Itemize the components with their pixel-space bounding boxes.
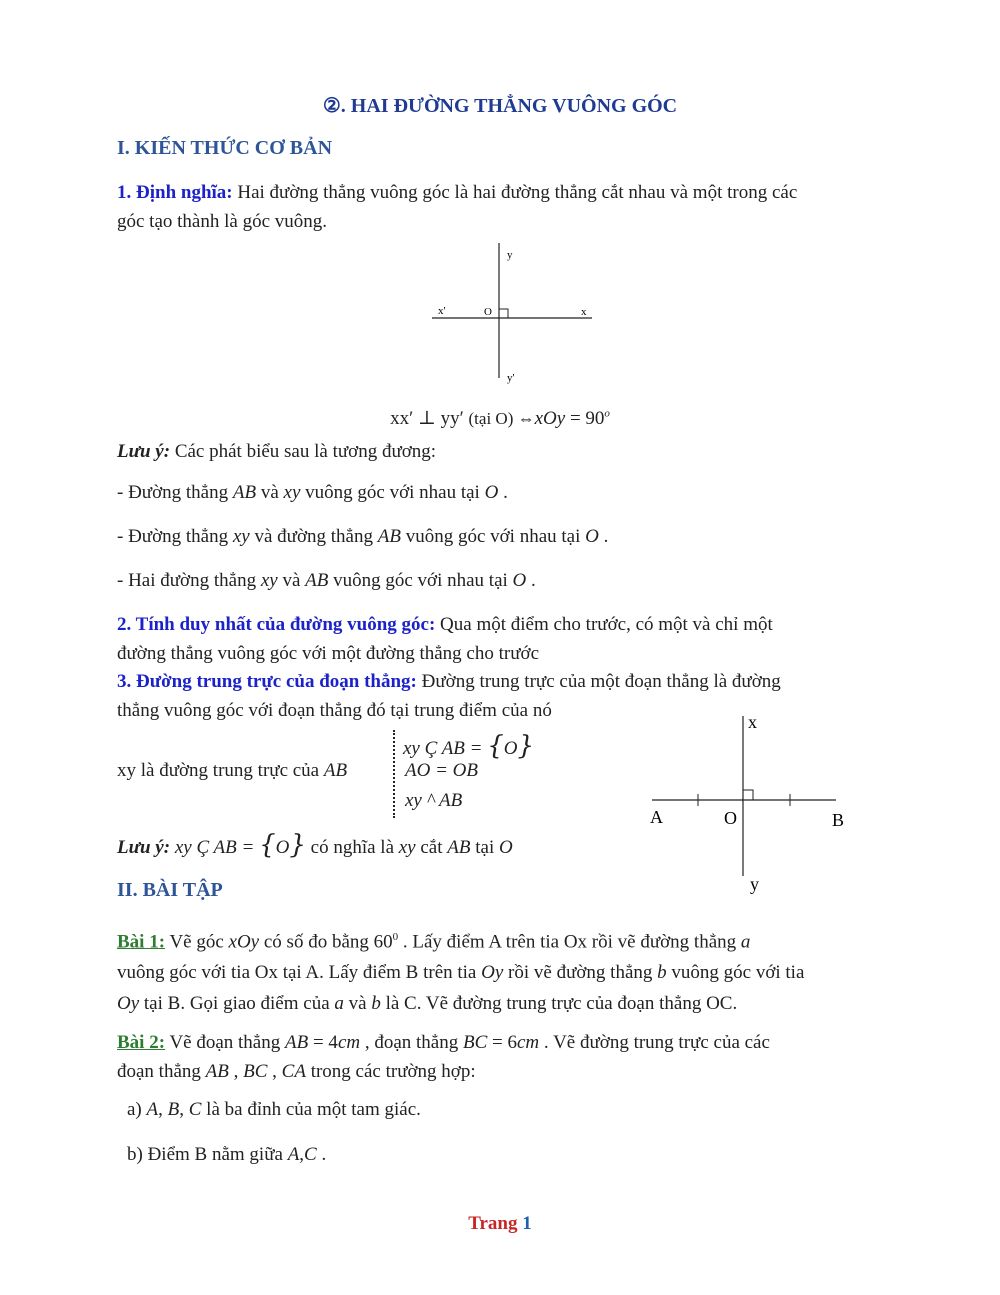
uniqueness-label: 2. Tính duy nhất của đường vuông góc: xyxy=(117,614,436,635)
label-b: B xyxy=(832,810,845,830)
right-angle-mark xyxy=(499,309,508,318)
math: AB xyxy=(305,570,329,591)
text: , xyxy=(158,1099,168,1120)
note2-line xyxy=(117,830,513,860)
exercise-2-case-b xyxy=(127,1144,326,1166)
right-angle-mark xyxy=(743,790,753,800)
text: và xyxy=(343,993,372,1015)
bisector-label: 3. Đường trung trực của đoạn thẳng: xyxy=(117,671,417,692)
formula-angle: xOy xyxy=(534,408,566,429)
text: , xyxy=(228,1061,244,1082)
text: . xyxy=(498,482,508,503)
note1-item-1 xyxy=(117,478,907,507)
math: B xyxy=(167,1099,180,1120)
text: vuông góc với nhau tại xyxy=(400,526,586,547)
text: . xyxy=(598,526,609,547)
system-line-1 xyxy=(403,731,534,761)
math: C xyxy=(188,1099,202,1120)
note2-text-2: cắt xyxy=(415,837,448,858)
exercise-1-label: Bài 1: xyxy=(117,931,166,953)
page-footer xyxy=(0,1213,1000,1235)
text: - Đường thẳng xyxy=(117,526,233,547)
system-o: O xyxy=(503,738,518,759)
math: b xyxy=(371,993,381,1015)
exercise-1 xyxy=(117,922,907,1019)
note2-expr: xy Ç AB = xyxy=(170,837,260,858)
bisector-lead-text: xy là đường trung trực của xyxy=(117,760,324,781)
text: b) Điểm B nằm giữa xyxy=(127,1144,288,1165)
uniqueness-text-1: Qua một điểm cho trước, có một và chỉ một xyxy=(435,614,773,635)
note1-item-2 xyxy=(117,522,907,551)
system-line-3: xy ^ AB xyxy=(405,790,463,811)
text: - Hai đường thẳng xyxy=(117,570,261,591)
system-line-2: AO = OB xyxy=(405,760,478,781)
math: b xyxy=(657,962,667,984)
uniqueness-paragraph xyxy=(117,610,907,668)
section-heading-1: I. KIẾN THỨC CƠ BẢN xyxy=(117,137,333,159)
note2-o2: O xyxy=(499,837,513,858)
note1-label: Lưu ý: xyxy=(117,441,171,462)
text: = 4 xyxy=(308,1032,338,1053)
text: rồi vẽ đường thẳng xyxy=(503,962,658,984)
math: xy xyxy=(232,526,250,547)
text: . Vẽ đường trung trực của các xyxy=(539,1032,770,1053)
text: . xyxy=(526,570,536,591)
text: đoạn thẳng xyxy=(117,1061,206,1082)
math: O xyxy=(585,526,599,547)
math: xOy xyxy=(228,931,260,953)
uniqueness-text-2: đường thẳng vuông góc với một đường thẳng cho trước xyxy=(117,643,539,664)
math: A xyxy=(287,1144,300,1165)
text: và xyxy=(277,570,306,591)
note2-text-1: có nghĩa là xyxy=(305,837,399,858)
formula-degree: o xyxy=(604,407,610,420)
note2-text-3: tại xyxy=(470,837,499,858)
math: AB xyxy=(232,482,257,503)
exercise-2 xyxy=(117,1028,907,1086)
footer-page-number: 1 xyxy=(522,1213,532,1234)
math: xy xyxy=(260,570,278,591)
text: trong các trường hợp: xyxy=(305,1061,476,1082)
section-heading-2: II. BÀI TẬP xyxy=(117,879,223,901)
math: CA xyxy=(281,1061,306,1082)
text: . xyxy=(316,1144,327,1165)
text: và xyxy=(256,482,284,503)
definition-text-1: Hai đường thẳng vuông góc là hai đường thẳng cắt nhau và một trong các xyxy=(232,182,798,203)
page-title: ②. HAI ĐƯỜNG THẲNG VUÔNG GÓC xyxy=(322,95,678,117)
system-eq-1: xy Ç AB = xyxy=(403,738,488,759)
text: a) xyxy=(127,1099,147,1120)
text: , đoạn thẳng xyxy=(360,1032,463,1053)
bisector-text-2: thẳng vuông góc với đoạn thẳng đó tại trung điểm của nó xyxy=(117,700,552,721)
math: O xyxy=(512,570,527,591)
text: vuông góc với tia Ox tại A. Lấy điểm B trên tia xyxy=(117,962,482,984)
label-x: x xyxy=(748,712,757,732)
math: AB xyxy=(377,526,401,547)
label-o: O xyxy=(484,306,492,318)
set-brace-open: { xyxy=(487,731,504,761)
math: AB xyxy=(205,1061,229,1082)
exercise-2-case-a xyxy=(127,1099,421,1121)
label-a: A xyxy=(650,807,663,827)
text: có số đo bằng 60 xyxy=(259,931,393,953)
text: vuông góc với nhau tại xyxy=(300,482,485,503)
text: = 6 xyxy=(487,1032,517,1053)
math: a xyxy=(334,993,344,1015)
bisector-lead-ab: AB xyxy=(323,760,348,781)
set-brace-close: } xyxy=(517,731,535,761)
perpendicular-figure xyxy=(420,238,610,388)
math: xy xyxy=(283,482,301,503)
formula-left: xx′ ⊥ yy′ xyxy=(390,408,464,429)
text: , xyxy=(299,1144,305,1165)
footer-label: Trang xyxy=(468,1213,523,1234)
text: là C. Vẽ đường trung trực của đoạn thẳng OC. xyxy=(380,993,738,1015)
label-y: y xyxy=(750,874,759,894)
math: BC xyxy=(463,1032,488,1053)
text: Vẽ góc xyxy=(165,931,229,953)
math: Oy xyxy=(481,962,504,984)
note2-ab: AB xyxy=(447,837,471,858)
label-y: y xyxy=(507,249,513,261)
text: - Đường thẳng xyxy=(117,482,233,503)
text: và đường thẳng xyxy=(249,526,378,547)
math: Oy xyxy=(117,993,140,1015)
set-brace-open: { xyxy=(259,830,276,860)
math: a xyxy=(740,931,751,953)
note2-o: O xyxy=(275,837,290,858)
note1-heading xyxy=(117,437,907,466)
text: , xyxy=(179,1099,189,1120)
text: là ba đỉnh của một tam giác. xyxy=(201,1099,421,1120)
math: AB xyxy=(285,1032,309,1053)
text: tại B. Gọi giao điểm của xyxy=(139,993,335,1015)
math: A xyxy=(146,1099,159,1120)
note1-text: Các phát biểu sau là tương đương: xyxy=(170,441,437,462)
math: BC xyxy=(243,1061,268,1082)
bisector-text-1: Đường trung trực của một đoạn thẳng là đường xyxy=(416,671,781,692)
degree: 0 xyxy=(392,931,399,943)
exercise-2-label: Bài 2: xyxy=(117,1032,166,1053)
text: , xyxy=(267,1061,282,1082)
bisector-figure xyxy=(640,706,860,896)
label-x-prime: x' xyxy=(438,305,446,317)
definition-paragraph xyxy=(117,178,907,236)
text: vuông góc với tia xyxy=(666,962,805,984)
set-brace-close: } xyxy=(289,830,306,860)
note2-label: Lưu ý: xyxy=(117,837,171,858)
note1-item-3 xyxy=(117,566,907,595)
text: vuông góc với nhau tại xyxy=(328,570,513,591)
formula-mid: (tại O) ⇔ xyxy=(468,409,535,428)
math: cm xyxy=(517,1032,540,1053)
definition-text-2: góc tạo thành là góc vuông. xyxy=(117,211,328,232)
system-brace xyxy=(393,730,398,818)
label-o: O xyxy=(724,808,737,828)
note2-xy: xy xyxy=(398,837,416,858)
math: C xyxy=(304,1144,317,1165)
math: cm xyxy=(337,1032,361,1053)
label-y-prime: y' xyxy=(507,372,515,384)
text: Vẽ đoạn thẳng xyxy=(165,1032,285,1053)
definition-label: 1. Định nghĩa: xyxy=(117,182,233,203)
formula-eq: = 90 xyxy=(565,408,605,429)
perpendicular-formula xyxy=(0,407,1000,430)
math: O xyxy=(484,482,499,503)
text: . Lấy điểm A trên tia Ox rồi vẽ đường thẳng xyxy=(398,931,741,953)
bisector-lead xyxy=(117,760,347,782)
label-x: x xyxy=(581,306,587,318)
